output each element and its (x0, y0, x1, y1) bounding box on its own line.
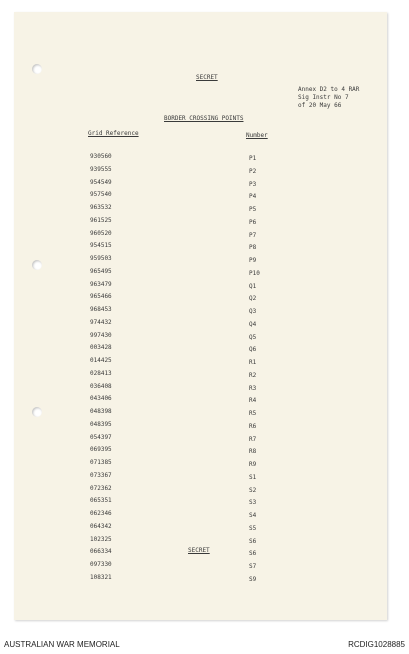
grid-reference-cell: 014425 (90, 357, 112, 364)
grid-reference-cell: 965466 (90, 293, 112, 301)
table-row (14, 242, 387, 255)
grid-reference-cell: 064342 (90, 522, 112, 530)
grid-reference-cell: 108321 (90, 573, 112, 581)
grid-reference-cell: 930560 (90, 153, 112, 160)
table-row (14, 166, 387, 179)
number-cell: S4 (249, 512, 257, 519)
grid-reference-cell: 003428 (90, 344, 112, 352)
number-cell: R7 (249, 435, 257, 443)
number-cell: P9 (249, 257, 257, 264)
grid-reference-cell: 959503 (90, 255, 112, 262)
table-row (14, 281, 387, 294)
number-cell: S9 (249, 575, 257, 583)
grid-reference-cell: 968453 (90, 306, 112, 313)
annex-line-2: Sig Instr No 7 (298, 94, 349, 101)
grid-reference-cell: 102325 (90, 535, 112, 543)
table-row (14, 230, 387, 243)
column-header-number: Number (246, 132, 268, 139)
archive-name: AUSTRALIAN WAR MEMORIAL (4, 640, 120, 649)
number-cell: Q5 (249, 333, 257, 341)
header-classification: SECRET (196, 74, 218, 81)
table-row (14, 574, 387, 587)
column-header-grid-reference: Grid Reference (88, 130, 139, 137)
grid-reference-cell: 069395 (90, 446, 112, 454)
grid-reference-cell: 963532 (90, 204, 112, 211)
grid-reference-cell: 954549 (90, 178, 112, 186)
table-row (14, 332, 387, 345)
document-page (14, 12, 387, 620)
crossing-points-list (14, 153, 387, 587)
grid-reference-cell: 957540 (90, 191, 112, 199)
grid-reference-cell: 954515 (90, 242, 112, 250)
table-row (14, 204, 387, 217)
table-row (14, 357, 387, 370)
table-row (14, 293, 387, 306)
annex-line-3: of 20 May 66 (298, 102, 342, 109)
table-row (14, 344, 387, 357)
table-row (14, 153, 387, 166)
number-cell: P6 (249, 218, 257, 226)
document-title: BORDER CROSSING POINTS (164, 115, 244, 122)
grid-reference-cell: 965495 (90, 267, 112, 275)
archive-footer (0, 632, 409, 654)
number-cell: P5 (249, 206, 257, 213)
number-cell: S6 (249, 550, 257, 558)
number-cell: P3 (249, 180, 257, 188)
table-row (14, 497, 387, 510)
punch-hole (32, 64, 42, 74)
number-cell: P2 (249, 167, 257, 175)
grid-reference-cell: 939555 (90, 165, 112, 173)
grid-reference-cell: 071385 (90, 459, 112, 466)
number-cell: S1 (249, 473, 257, 481)
number-cell: P1 (249, 155, 257, 162)
number-cell: S5 (249, 524, 257, 532)
number-cell: R6 (249, 422, 257, 430)
number-cell: P10 (249, 269, 260, 277)
table-row (14, 319, 387, 332)
number-cell: R8 (249, 448, 257, 456)
number-cell: R9 (249, 461, 257, 468)
number-cell: R1 (249, 359, 257, 366)
grid-reference-cell: 961525 (90, 216, 112, 224)
number-cell: Q4 (249, 320, 257, 328)
number-cell: S3 (249, 499, 257, 507)
grid-reference-cell: 062346 (90, 510, 112, 517)
annex-reference (298, 86, 359, 110)
grid-reference-cell: 048398 (90, 408, 112, 415)
table-row (14, 446, 387, 459)
number-cell: R2 (249, 371, 257, 379)
table-row (14, 472, 387, 485)
table-row (14, 255, 387, 268)
table-row (14, 434, 387, 447)
grid-reference-cell: 065351 (90, 497, 112, 505)
table-row (14, 191, 387, 204)
number-cell: P4 (249, 193, 257, 201)
grid-reference-cell: 054397 (90, 433, 112, 441)
table-row (14, 485, 387, 498)
grid-reference-cell: 048395 (90, 420, 112, 428)
grid-reference-cell: 028413 (90, 369, 112, 377)
table-row (14, 561, 387, 574)
table-row (14, 510, 387, 523)
grid-reference-cell: 072362 (90, 484, 112, 492)
table-row (14, 523, 387, 536)
grid-reference-cell: 073367 (90, 471, 112, 479)
number-cell: S7 (249, 563, 257, 570)
number-cell: R3 (249, 384, 257, 392)
number-cell: S2 (249, 486, 257, 494)
table-row (14, 395, 387, 408)
grid-reference-cell: 960520 (90, 229, 112, 237)
number-cell: R4 (249, 397, 257, 405)
number-cell: P8 (249, 244, 257, 252)
number-cell: R5 (249, 410, 257, 417)
table-row (14, 383, 387, 396)
table-row (14, 370, 387, 383)
table-row (14, 268, 387, 281)
archive-id: RCDIG1028885 (348, 640, 405, 649)
grid-reference-cell: 066334 (90, 548, 112, 556)
number-cell: Q6 (249, 346, 257, 354)
grid-reference-cell: 036408 (90, 382, 112, 390)
number-cell: Q3 (249, 308, 257, 315)
table-row (14, 421, 387, 434)
grid-reference-cell: 043406 (90, 395, 112, 403)
number-cell: P7 (249, 231, 257, 239)
number-cell: S6 (249, 537, 257, 545)
grid-reference-cell: 974432 (90, 318, 112, 326)
grid-reference-cell: 097330 (90, 561, 112, 568)
table-row (14, 179, 387, 192)
annex-line-1: Annex D2 to 4 RAR (298, 86, 360, 93)
grid-reference-cell: 997430 (90, 331, 112, 339)
table-row (14, 459, 387, 472)
number-cell: Q1 (249, 282, 257, 290)
table-row (14, 217, 387, 230)
footer-classification: SECRET (188, 547, 210, 554)
table-row (14, 306, 387, 319)
number-cell: Q2 (249, 295, 257, 303)
table-row (14, 408, 387, 421)
grid-reference-cell: 963479 (90, 280, 112, 288)
